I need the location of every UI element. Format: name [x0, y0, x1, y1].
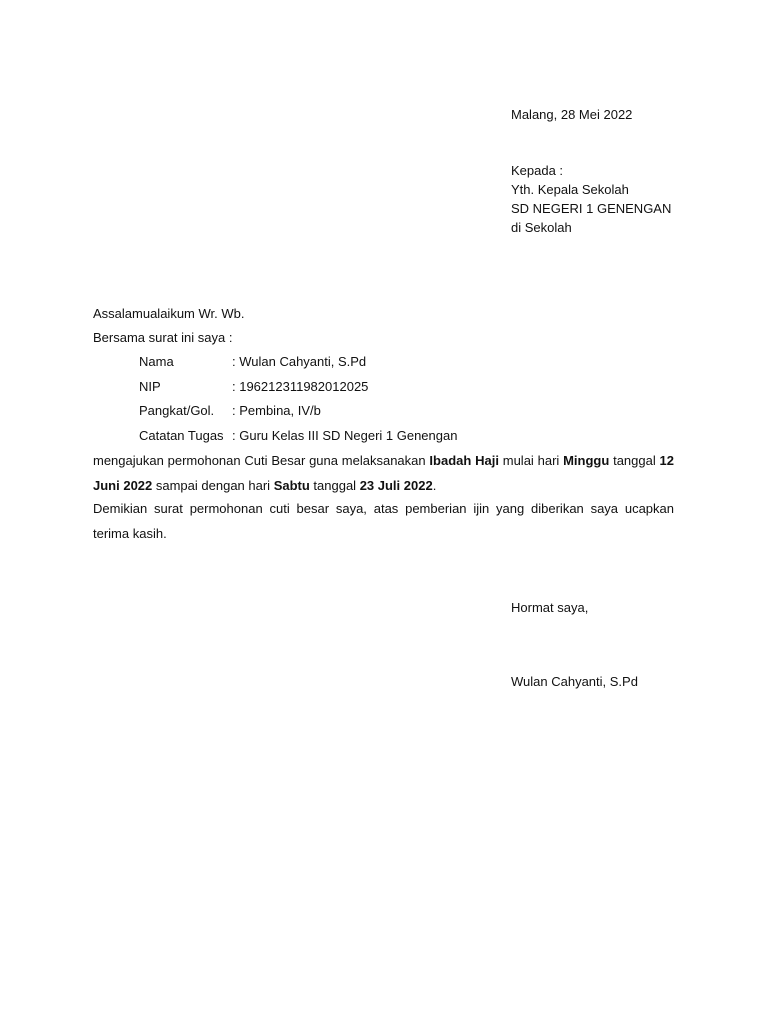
- intro-text: Bersama surat ini saya :: [93, 330, 233, 345]
- body-text: .: [432, 477, 437, 493]
- body-bold: Sabtu: [273, 477, 310, 493]
- field-value: : Wulan Cahyanti, S.Pd: [232, 354, 367, 369]
- field-row-pangkat: [139, 399, 321, 423]
- field-label: Pangkat/Gol.: [139, 403, 215, 418]
- place-date: Malang, 28 Mei 2022: [511, 107, 633, 122]
- body-text: tanggal: [609, 453, 660, 468]
- recipient-line: Kepada :: [511, 163, 564, 178]
- field-value: : Pembina, IV/b: [232, 403, 321, 418]
- signature-name: Wulan Cahyanti, S.Pd: [511, 674, 638, 689]
- body-bold: 23 Juli 2022: [359, 477, 433, 493]
- field-label: NIP: [139, 379, 161, 394]
- field-row-nip: [139, 375, 368, 399]
- body-text: tanggal: [309, 477, 360, 493]
- field-label: Catatan Tugas: [139, 428, 224, 443]
- greeting: Assalamualaikum Wr. Wb.: [93, 306, 245, 321]
- body-paragraph: [93, 449, 674, 498]
- field-label: Nama: [139, 354, 174, 369]
- sign-off: Hormat saya,: [511, 600, 589, 615]
- recipient-line: di Sekolah: [511, 220, 572, 235]
- body-text: mengajukan permohonan Cuti Besar guna melaksanakan: [93, 453, 430, 468]
- body-text: mulai hari: [498, 453, 564, 468]
- body-bold: 12 Juni 2022: [93, 453, 675, 493]
- recipient-line: Yth. Kepala Sekolah: [511, 182, 629, 197]
- body-bold: Minggu: [563, 453, 610, 468]
- field-value: : Guru Kelas III SD Negeri 1 Genengan: [232, 428, 458, 443]
- field-value: : 196212311982012025: [232, 379, 369, 394]
- body-text: sampai dengan hari: [152, 477, 274, 493]
- field-row-nama: [139, 350, 366, 374]
- field-row-catatan-tugas: [139, 424, 457, 448]
- closing-paragraph: Demikian surat permohonan cuti besar saya, atas pemberian ijin yang diberikan saya ucapkan terima kasih.: [93, 501, 674, 541]
- body-bold: Ibadah Haji: [429, 453, 499, 468]
- recipient-block: [511, 161, 671, 237]
- recipient-line: SD NEGERI 1 GENENGAN: [511, 201, 672, 216]
